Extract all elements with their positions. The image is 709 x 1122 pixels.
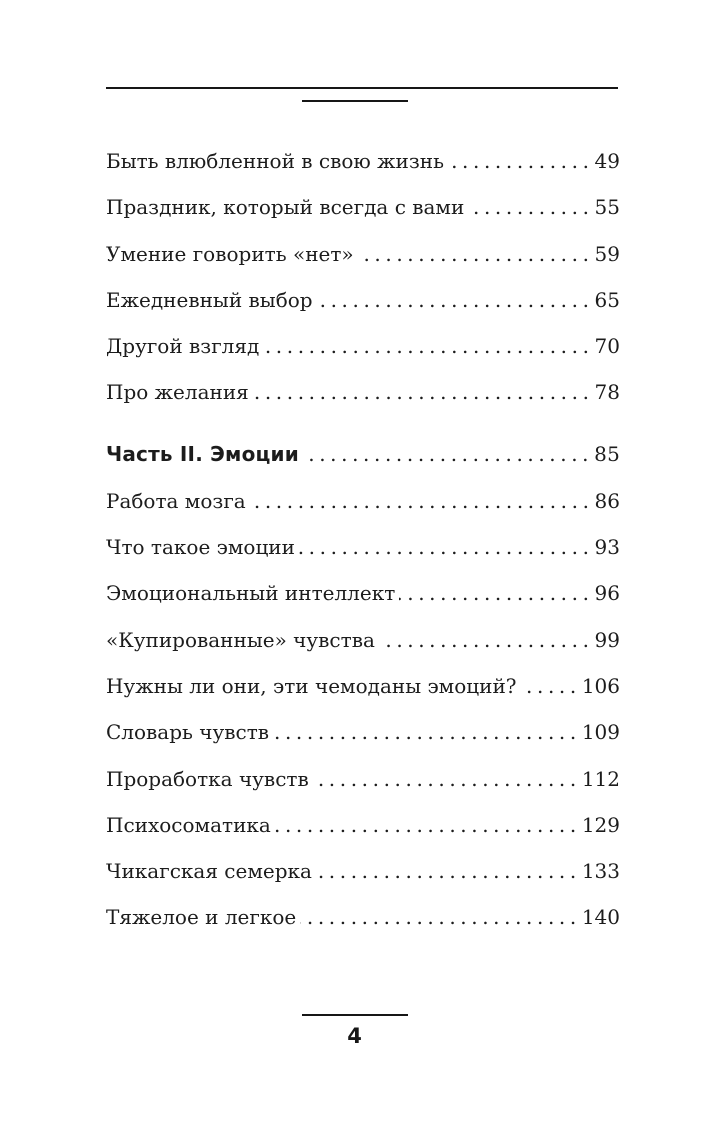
page-number: 4 [347,1024,362,1048]
toc-entry-title: Быть влюбленной в свою жизнь [106,149,445,173]
dot-leader [303,442,593,467]
dot-leader [316,859,581,884]
dot-leader [253,380,594,405]
toc-row [106,380,620,405]
toc-entry-page: 55 [594,195,620,220]
toc-entry-page: 133 [581,859,620,884]
toc-entry-page: 99 [594,627,620,652]
dot-leader [358,242,594,267]
dot-leader [300,905,581,930]
toc-entry-title: Проработка чувств [106,766,309,791]
toc-row [106,535,620,560]
dot-leader [273,720,581,745]
toc-row [106,581,620,606]
toc-entry-page: 93 [594,535,620,560]
toc-entry-title: Психосоматика [106,812,271,837]
dot-leader [379,628,594,653]
dot-leader [313,767,581,792]
dot-leader [448,149,594,174]
toc-entry-page: 59 [594,241,620,266]
toc-row [106,195,620,220]
header-ornament-rule [302,100,408,102]
toc-entry-page: 112 [581,766,620,791]
footer-ornament-rule [302,1014,408,1016]
dot-leader [399,581,593,606]
toc-entry-title: Ежедневный выбор [106,287,313,312]
dot-leader [250,489,594,514]
toc-entry-page: 86 [594,488,620,513]
toc-entry-title: Словарь чувств [106,720,270,745]
toc-row [106,628,620,653]
toc-entry-page: 140 [581,905,620,930]
toc-row [106,720,620,745]
table-of-contents [106,149,620,952]
toc-entry-title: Тяжелое и легкое [106,905,297,930]
toc-entry-title: Про желания [106,380,249,405]
toc-entry-title: Праздник, который всегда с вами [106,195,465,220]
toc-entry-page: 85 [594,442,620,467]
dot-leader [468,195,593,220]
toc-section-title: Часть II. Эмоции [106,442,299,467]
toc-entry-title: Нужны ли они, эти чемоданы эмоций? [106,673,517,698]
dot-leader [275,813,581,838]
toc-entry-title: Чикагская семерка [106,859,312,884]
toc-row [106,905,620,930]
toc-entry-page: 96 [594,581,620,606]
toc-row [106,767,620,792]
toc-entry-title: Работа мозга [106,488,246,513]
top-rule [106,87,618,89]
toc-row [106,859,620,884]
toc-entry-page: 78 [594,380,620,405]
toc-entry-title: «Купированные» чувства [106,627,375,652]
toc-row [106,489,620,514]
toc-row [106,674,620,699]
toc-entry-page: 106 [581,673,620,698]
dot-leader [263,334,593,359]
toc-entry-page: 70 [594,334,620,359]
dot-leader [521,674,581,699]
toc-entry-page: 129 [581,812,620,837]
toc-entry-title: Эмоциональный интеллект [106,581,396,606]
toc-entry-title: Что такое эмоции [106,535,295,560]
toc-row [106,242,620,267]
toc-entry-page: 49 [594,149,620,173]
dot-leader [317,288,594,313]
toc-entry-page: 109 [581,720,620,745]
toc-entry-page: 65 [594,287,620,312]
dot-leader [299,535,594,560]
toc-entry-title: Другой взгляд [106,334,260,359]
toc-row [106,149,620,174]
toc-row [106,334,620,359]
toc-entry-title: Умение говорить «нет» [106,241,354,266]
toc-section-row [106,442,620,467]
toc-row [106,288,620,313]
toc-row [106,813,620,838]
